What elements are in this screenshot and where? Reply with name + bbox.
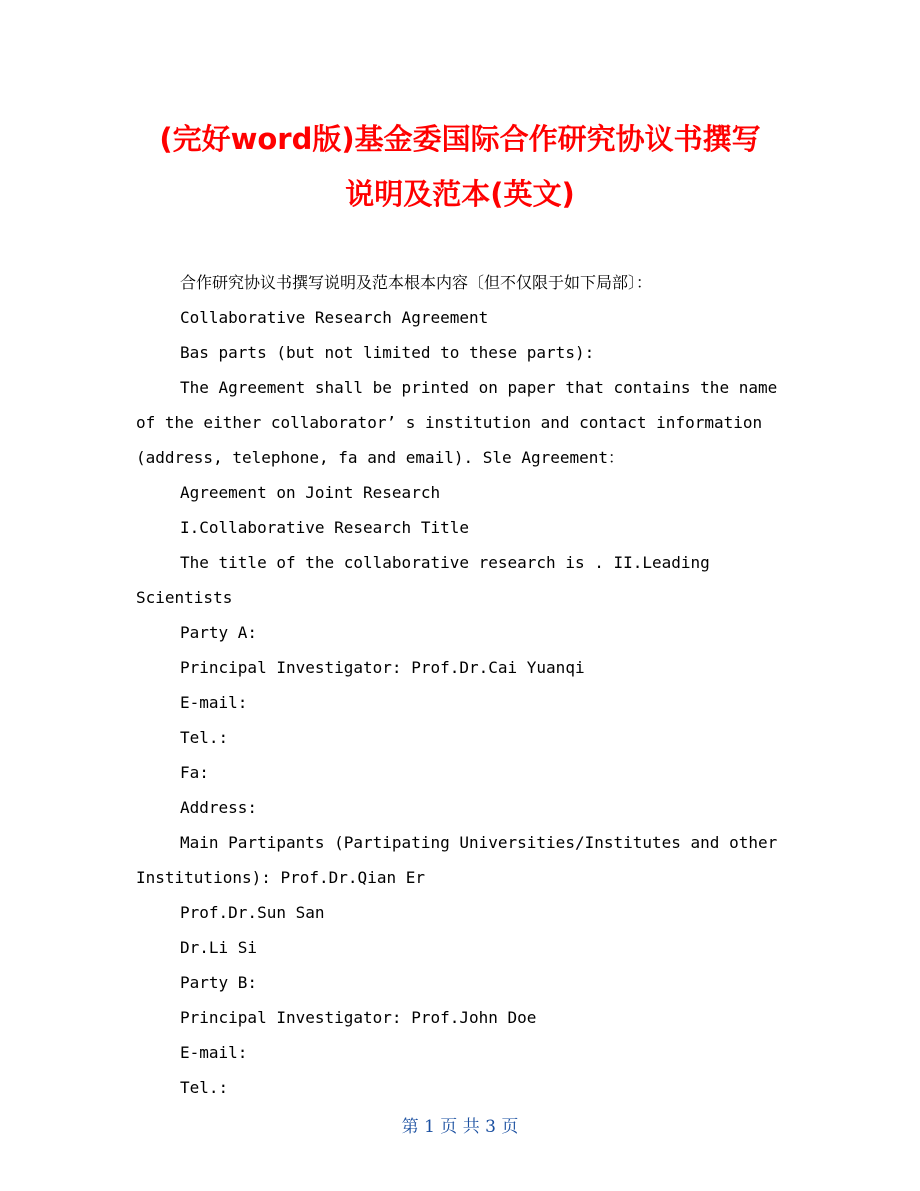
- paragraph: E-mail:: [180, 693, 248, 712]
- paragraph: The title of the collaborative research is . II.Leading Scientists: [136, 553, 720, 607]
- paragraph: E-mail:: [180, 1043, 248, 1062]
- paragraph: The Agreement shall be printed on paper that contains the name of the either collaborator’ s institution and contact information (address, telephone, fa and email). Sle Agreement：: [136, 378, 787, 467]
- paragraph: Party A:: [180, 623, 258, 642]
- paragraph: Party B:: [180, 973, 258, 992]
- paragraph: Address:: [180, 798, 258, 817]
- paragraph: Dr.Li Si: [180, 938, 258, 957]
- paragraph: Fa:: [180, 763, 209, 782]
- paragraph: I.Collaborative Research Title: [180, 518, 469, 537]
- paragraph-intro: 合作研究协议书撰写说明及范本根本内容〔但不仅限于如下局部〕：: [180, 273, 653, 292]
- document-title-line1: (完好word版)基金委国际合作研究协议书撰写: [159, 122, 761, 156]
- paragraph: Bas parts (but not limited to these parts):: [180, 343, 595, 362]
- page-number-footer: 第 1 页 共 3 页: [401, 1117, 519, 1137]
- paragraph: Prof.Dr.Sun San: [180, 903, 325, 922]
- paragraph: Main Partipants (Partipating Universities/Institutes and other Institutions): Prof.Dr.Qian Er: [136, 833, 787, 887]
- document-body: [136, 265, 786, 1105]
- paragraph: Tel.:: [180, 728, 229, 747]
- paragraph: Tel.:: [180, 1078, 229, 1097]
- paragraph: Principal Investigator: Prof.John Doe: [180, 1008, 537, 1027]
- document-title-line2: 说明及范本(英文): [345, 177, 575, 211]
- paragraph: Agreement on Joint Research: [180, 483, 441, 502]
- paragraph: Principal Investigator: Prof.Dr.Cai Yuanqi: [180, 658, 585, 677]
- paragraph-heading: Collaborative Research Agreement: [180, 308, 489, 327]
